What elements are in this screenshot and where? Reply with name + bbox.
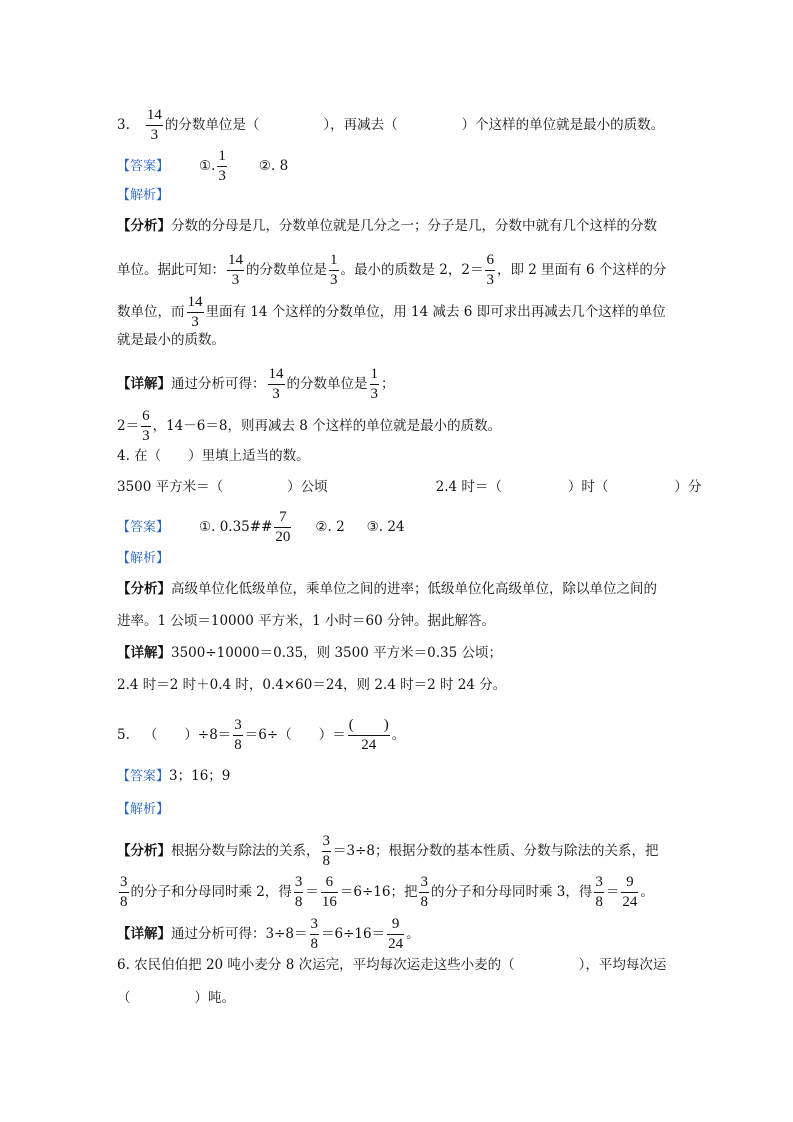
q4-xiangjie-line2: 2.4 时＝2 时＋0.4 时，0.4×60＝24，则 2.4 时＝2 时 24 分。 xyxy=(117,677,507,693)
q3-analysis-tag: 【解析】 xyxy=(117,188,170,203)
q4-fenxi-line2: 进率。1 公顷＝10000 平方米，1 小时＝60 分钟。据此解答。 xyxy=(117,613,495,629)
q3-fenxi-line4: 就是最小的质数。 xyxy=(117,332,225,348)
q4-answer: 【答案】 ①. 0.35## $\frac{7}{20}$ ②. 2 ③. 24 xyxy=(117,509,405,545)
fraction: $\frac{14}{3}$ xyxy=(187,294,203,330)
fraction: $\frac{6}{16}$ xyxy=(321,874,337,910)
q5-fenxi-line2: $\frac{3}{8}$ 的分子和分母同时乘 2，得 $\frac{3}{8}$ ＝ $\frac{6}{16}$ ＝6÷16；把 $\frac{3}{8}$ 的分子和分母同时乘 3，得 $\frac{3}{8}$ ＝ $\frac{9}{24}$ 。 xyxy=(120,874,654,910)
fraction: $\frac{9}{24}$ xyxy=(388,916,404,952)
fraction: $\frac{3}{8}$ xyxy=(120,874,128,910)
fraction: $\frac{7}{20}$ xyxy=(275,509,291,545)
q5-answer: 【答案】3；16；9 xyxy=(117,768,231,784)
q3-fenxi-line2: 单位。据此可知： $\frac{14}{3}$ 的分数单位是 $\frac{1}{3}$ 。最小的质数是 2，2＝ $\frac{6}{3}$ ，即 2 里面有 6 个这样的分 xyxy=(117,252,667,288)
fraction: $\frac{6}{3}$ xyxy=(142,408,150,444)
q4-blanks: 3500 平方米＝（ ）公顷 2.4 时＝（ ）时（ ）分 xyxy=(117,479,702,495)
fraction: $\frac{3}{8}$ xyxy=(294,874,303,910)
q4-analysis-tag: 【解析】 xyxy=(117,551,170,566)
fraction: $\frac{3}{8}$ xyxy=(420,874,428,910)
q4-question: 4. 在（ ）里填上适当的数。 xyxy=(117,448,310,464)
q5-fenxi-line1: 【分析】根据分数与除法的关系， $\frac{3}{8}$ ＝3÷8；根据分数的基本性质、分数与除法的关系，把 xyxy=(117,833,659,869)
q3-answer: 【答案】 ①. $\frac{1}{3}$ ②. 8 xyxy=(117,148,289,184)
fraction: $\frac{1}{3}$ xyxy=(330,252,338,288)
q3-fenxi-line1: 【分析】分数的分母是几，分数单位就是几分之一；分子是几，分数中就有几个这样的分数 xyxy=(117,218,657,234)
q3-question: 3. $\frac{14}{3}$ 的分数单位是（ ），再减去（ ）个这样的单位就是最小的质数。 xyxy=(117,107,665,143)
fraction: $\frac{6}{3}$ xyxy=(486,252,494,288)
q4-fenxi-line1: 【分析】高级单位化低级单位，乘单位之间的进率；低级单位化高级单位，除以单位之间的 xyxy=(117,581,657,597)
fraction: $\frac{3}{8}$ xyxy=(595,874,603,910)
q5-xiangjie: 【详解】通过分析可得：3÷8＝ $\frac{3}{8}$ ＝6÷16＝ $\frac{9}{24}$ 。 xyxy=(117,916,420,952)
fraction: $\frac{1}{3}$ xyxy=(370,366,378,402)
q5-question: 5. （ ）÷8＝ $\frac{3}{8}$ ＝6÷（ ）＝ $\frac{( )}{24}$ 。 xyxy=(117,717,406,753)
q3-xiangjie-line2: 2＝ $\frac{6}{3}$ ，14－6＝8，则再减去 8 个这样的单位就是最小的质数。 xyxy=(117,408,502,444)
fraction: $\frac{3}{8}$ xyxy=(310,916,318,952)
q3-fenxi-line3: 数单位，而 $\frac{14}{3}$ 里面有 14 个这样的分数单位，用 14 减去 6 即可求出再减去几个这样的单位 xyxy=(117,294,666,330)
fraction: $\frac{9}{24}$ xyxy=(622,874,638,910)
fraction: $\frac{14}{3}$ xyxy=(268,366,284,402)
fraction: $\frac{3}{8}$ xyxy=(234,717,242,753)
fraction: $\frac{1}{3}$ xyxy=(218,148,226,184)
fraction: $\frac{14}{3}$ xyxy=(228,252,243,288)
fraction: $\frac{3}{8}$ xyxy=(322,833,330,869)
fraction: $\frac{( )}{24}$ xyxy=(348,717,389,753)
q6-line2: （ ）吨。 xyxy=(117,990,235,1006)
q4-xiangjie-line1: 【详解】3500÷10000＝0.35，则 3500 平方米＝0.35 公顷； xyxy=(117,645,502,661)
q3-xiangjie-line1: 【详解】通过分析可得： $\frac{14}{3}$ 的分数单位是 $\frac{1}{3}$ ； xyxy=(117,366,395,402)
q6-line1: 6. 农民伯伯把 20 吨小麦分 8 次运完，平均每次运走这些小麦的（ ），平均每次运 xyxy=(117,957,667,973)
q5-analysis-tag: 【解析】 xyxy=(117,802,170,817)
fraction: $\frac{14}{3}$ xyxy=(146,107,162,143)
